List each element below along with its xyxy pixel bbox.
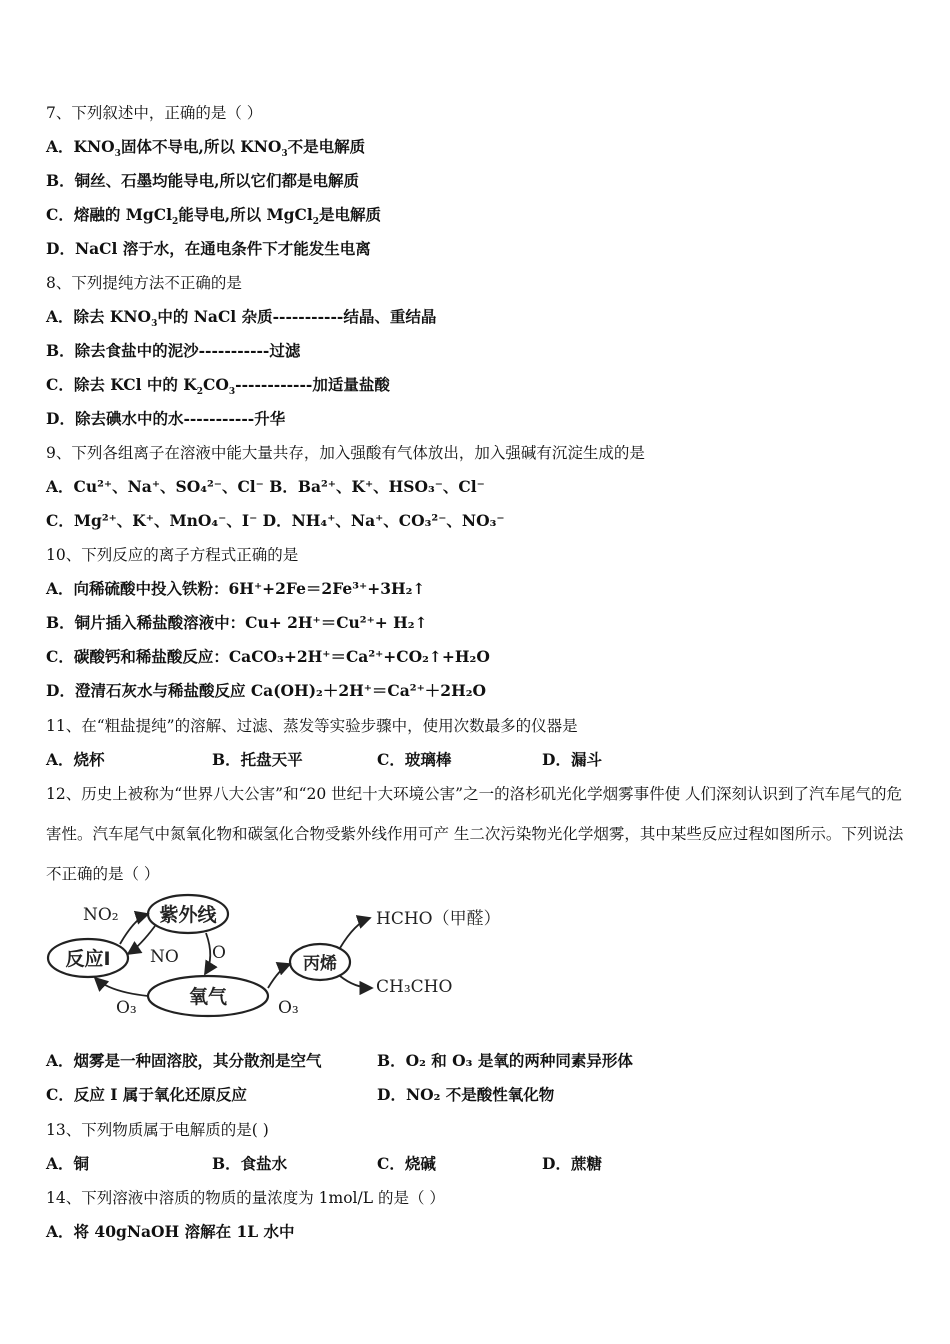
q11-stem: 11、在“粗盐提纯”的溶解、过滤、蒸发等实验步骤中，使用次数最多的仪器是	[46, 717, 578, 735]
q10-stem: 10、下列反应的离子方程式正确的是	[46, 546, 299, 564]
label-o3-right: O₃	[278, 998, 299, 1018]
label-hcho: HCHO（甲醛）	[376, 909, 501, 929]
q8-option-b: B．除去食盐中的泥沙-----------过滤	[46, 341, 301, 360]
label-no2: NO₂	[83, 905, 119, 925]
q10-option-c: C．碳酸钙和稀盐酸反应：CaCO₃+2H⁺＝Ca²⁺+CO₂↑+H₂O	[46, 647, 490, 666]
q13-option-a: A．铜	[46, 1154, 90, 1173]
q7-option-a: A．$KNO_3$固体不导电,所以 $KNO_3$不是电解质	[46, 137, 366, 160]
q8-option-c: C．除去 KCl 中的 $K_2CO_3------------$加适量盐酸	[46, 375, 390, 398]
label-o: O	[212, 943, 226, 963]
q12-option-a: A．烟雾是一种固溶胶，其分散剂是空气	[46, 1051, 322, 1070]
q13-option-c: C．烧碱	[377, 1154, 436, 1173]
q10-option-d: D．澄清石灰水与稀盐酸反应 Ca(OH)₂＋2H⁺＝Ca²⁺＋2H₂O	[46, 681, 487, 700]
q14-option-a: A．将 40gNaOH 溶解在 1L 水中	[46, 1222, 295, 1241]
label-reaction: 反应I	[65, 948, 111, 970]
q8-option-d: D．除去碘水中的水-----------升华	[46, 409, 286, 428]
q11-option-b: B．托盘天平	[212, 750, 303, 769]
arrow-propene-to-ch3cho	[340, 976, 372, 988]
q7-option-d: D．NaCl 溶于水，在通电条件下才能发生电离	[46, 239, 371, 258]
q9-stem: 9、下列各组离子在溶液中能大量共存，加入强酸有气体放出，加入强碱有沉淀生成的是	[46, 444, 645, 462]
q7-option-c: C．熔融的 MgCl$_2$能导电,所以 MgCl$_2$是电解质	[46, 205, 382, 228]
arrow-oxygen-to-reaction	[95, 978, 148, 996]
q12-option-b: B．O₂ 和 O₃ 是氧的两种同素异形体	[377, 1051, 633, 1070]
q13-stem: 13、下列物质属于电解质的是( )	[46, 1121, 269, 1139]
q12-option-c: C．反应 I 属于氧化还原反应	[46, 1085, 247, 1104]
q8-option-a: A．除去 $KNO_3$中的 NaCl 杂质-----------结晶、重结晶	[46, 307, 437, 330]
q9-options-cd: C．Mg²⁺、K⁺、MnO₄⁻、I⁻ D．NH₄⁺、Na⁺、CO₃²⁻、NO₃⁻	[46, 511, 505, 530]
arrow-propene-to-hcho	[340, 918, 370, 948]
q12-option-d: D．NO₂ 不是酸性氧化物	[377, 1085, 555, 1104]
q11-option-d: D．漏斗	[542, 750, 602, 769]
q14-stem: 14、下列溶液中溶质的物质的量浓度为 1mol/L 的是（ ）	[46, 1189, 445, 1207]
label-oxygen: 氧气	[188, 986, 228, 1008]
q8-stem: 8、下列提纯方法不正确的是	[46, 274, 242, 292]
q13-option-b: B．食盐水	[212, 1154, 288, 1173]
label-uv: 紫外线	[159, 904, 217, 926]
arrow-uv-to-oxygen	[205, 933, 210, 974]
label-o3-left: O₃	[116, 998, 137, 1018]
q7-option-b: B．铜丝、石墨均能导电,所以它们都是电解质	[46, 171, 359, 190]
q7-stem: 7、下列叙述中，正确的是（ ）	[46, 104, 263, 122]
q10-option-b: B．铜片插入稀盐酸溶液中：Cu+ 2H⁺＝Cu²⁺+ H₂↑	[46, 613, 428, 632]
label-propene: 丙烯	[303, 954, 337, 974]
q12-stem: 12、历史上被称为“世界八大公害”和“20 世纪十大环境公害”之一的洛杉矶光化学烟雾事件使 人们深刻认识到了汽车尾气的危害性。汽车尾气中氮氧化物和碳氢化合物受紫外线作用可产 生二次污染物光化学烟雾，其中某些反应过程如图所示。下列说法不正确的是（ ）	[46, 785, 904, 883]
q13-option-d: D．蔗糖	[542, 1154, 602, 1173]
arrow-oxygen-to-propene	[268, 964, 290, 988]
q10-option-a: A．向稀硫酸中投入铁粉：6H⁺+2Fe＝2Fe³⁺+3H₂↑	[46, 579, 426, 598]
label-no: NO	[150, 947, 179, 967]
label-ch3cho: CH₃CHO	[376, 977, 453, 997]
photochemical-smog-diagram	[40, 888, 510, 1028]
q9-options-ab: A．Cu²⁺、Na⁺、SO₄²⁻、Cl⁻ B．Ba²⁺、K⁺、HSO₃⁻、Cl⁻	[46, 477, 485, 496]
q11-option-c: C．玻璃棒	[377, 750, 452, 769]
q11-option-a: A．烧杯	[46, 750, 105, 769]
